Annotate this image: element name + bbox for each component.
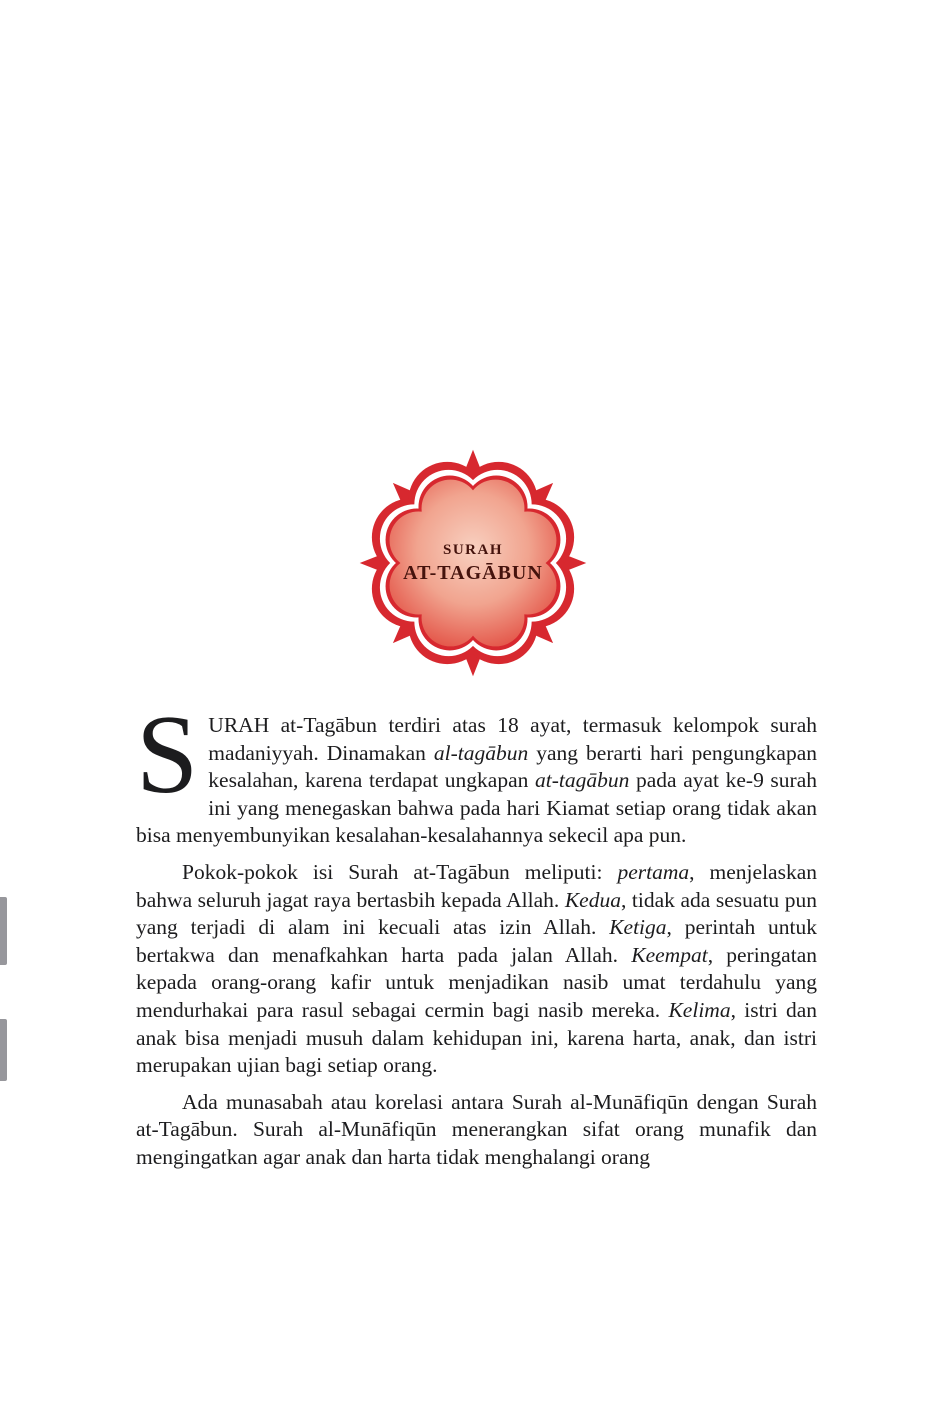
italic-text-segment: at-tagābun — [535, 768, 630, 793]
scan-artifact — [0, 1019, 7, 1081]
text-segment: , perintah untuk bertakwa dan menafkahkan harta pada jalan Allah. — [136, 915, 818, 967]
text-segment: Pokok-pokok isi Surah at-Tagābun meliputi: — [182, 859, 618, 884]
medallion-surah-label: SURAH — [442, 541, 503, 558]
surah-medallion — [355, 445, 591, 681]
text-segment: , istri dan anak bisa menjadi musuh dalam kehidupan ini, karena harta, anak, dan istri merupakan ujian bagi setiap orang. — [136, 997, 818, 1078]
italic-text-segment: pertama — [617, 859, 690, 884]
rosette-icon — [355, 445, 591, 681]
scan-artifact — [0, 897, 7, 965]
italic-text-segment: Keempat — [631, 942, 708, 967]
drop-cap: S — [136, 693, 199, 817]
text-segment: Ada munasabah atau korelasi antara Surah al-Munāfiqūn dengan Surah at-Tagābun. Surah al-Munāfiqūn menerangkan sifat orang munafik dan mengingatkan agar anak dan harta tidak menghalangi orang — [136, 1089, 817, 1169]
text-segment: , tidak ada sesuatu pun yang terjadi di alam ini kecuali atas izin Allah. — [136, 887, 817, 940]
body-paragraphs — [136, 693, 818, 1172]
text-segment: , menjelaskan bahwa seluruh jagat raya bertasbih kepada Allah. — [136, 859, 817, 912]
italic-text-segment: Kelima — [668, 997, 731, 1022]
italic-text-segment: Kedua — [564, 887, 621, 912]
paragraph — [136, 693, 818, 850]
medallion-surah-name: AT-TAGĀBUN — [403, 561, 543, 584]
italic-text-segment: Ketiga — [609, 915, 667, 940]
text-segment: URAH at-Tagābun terdiri atas 18 ayat, termasuk kelompok surah madaniyyah. Dinamakan — [208, 713, 817, 765]
text-segment: yang berarti hari pengungkapan kesalahan, karena terdapat ungkapan — [208, 740, 817, 793]
text-segment: pada ayat ke-9 surah ini yang menegaskan bahwa pada hari Kiamat setiap orang tidak akan bisa menyembunyikan kesalahan-kesalahannya sekecil apa pun. — [136, 768, 818, 848]
paragraph — [136, 1089, 817, 1172]
text-segment: , peringatan kepada orang-orang kafir untuk menjadikan nasib umat terdahulu yang mendurhakai para rasul sebagai cermin bagi nasib mereka. — [136, 942, 817, 1022]
paragraph — [136, 859, 817, 1080]
italic-text-segment: al-tagābun — [433, 740, 529, 765]
